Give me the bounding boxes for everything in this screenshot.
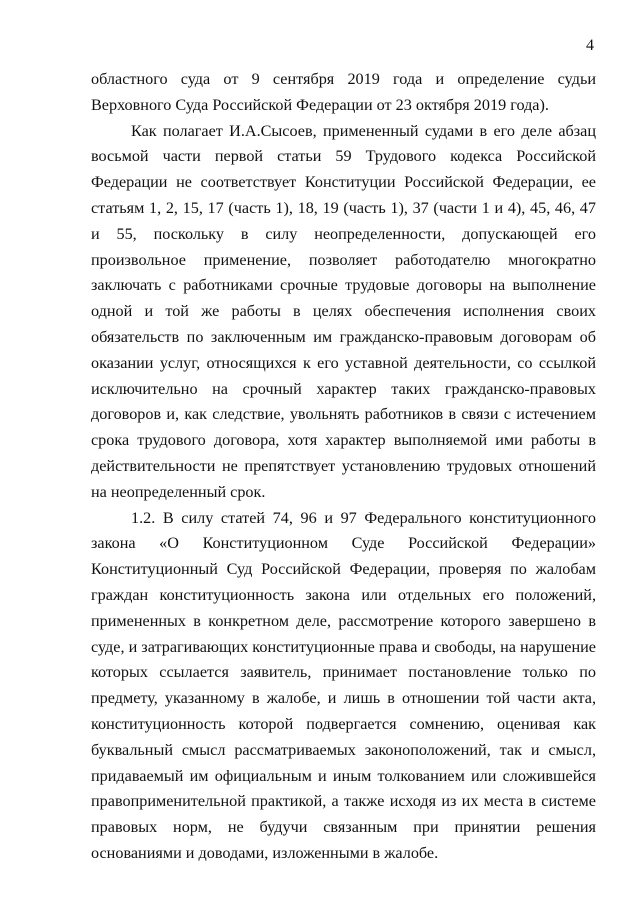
paragraph-claim: Как полагает И.А.Сысоев, примененный судами в его деле абзац восьмой части первой статьи 59 Трудового кодекса Российской Федерации не соответствует Конституции Российской Федерации, ее статьям 1, 2, 15, 17 (часть 1), 18, 19 (часть 1), 37 (части 1 и 4), 45, 46, 47 и 55, поскольку в силу неопределенности, допускающей его произвольное применение, позволяет работодателю многократно заключать с работниками срочные трудовые договоры на выполнение одной и той же работы в целях обеспечения исполнения своих обязательств по заключенным им гражданско-правовым договорам об оказании услуг, относящихся к его уставной деятельности, со ссылкой исключительно на срочный характер таких гражданско-правовых договоров и, как следствие, увольнять работников в связи с истечением срока трудового договора, хотя характер выполняемой ими работы в действительности не препятствует установлению трудовых отношений на неопределенный срок. [91, 121, 596, 501]
paragraph-continuation: областного суда от 9 сентября 2019 года и определение судьи Верховного Суда Российской Федерации от 23 октября 2019 года). [91, 70, 596, 114]
page-number: 4 [586, 37, 594, 54]
document-body [91, 67, 596, 867]
paragraph-section-1-2: 1.2. В силу статей 74, 96 и 97 Федерального конституционного закона «О Конституционном Суде Российской Федерации» Конституционный Суд Российской Федерации, проверяя по жалобам граждан конституционность закона или отдельных его положений, примененных в конкретном деле, рассмотрение которого завершено в суде, и затрагивающих конституционные права и свободы, на нарушение которых ссылается заявитель, принимает постановление только по предмету, указанному в жалобе, и лишь в отношении той части акта, конституционность которой подвергается сомнению, оценивая как буквальный смысл рассматриваемых законоположений, так и смысл, придаваемый им официальным и иным толкованием или сложившейся правоприменительной практикой, а также исходя из их места в системе правовых норм, не будучи связанным при принятии решения основаниями и доводами, изложенными в жалобе. [91, 508, 596, 862]
